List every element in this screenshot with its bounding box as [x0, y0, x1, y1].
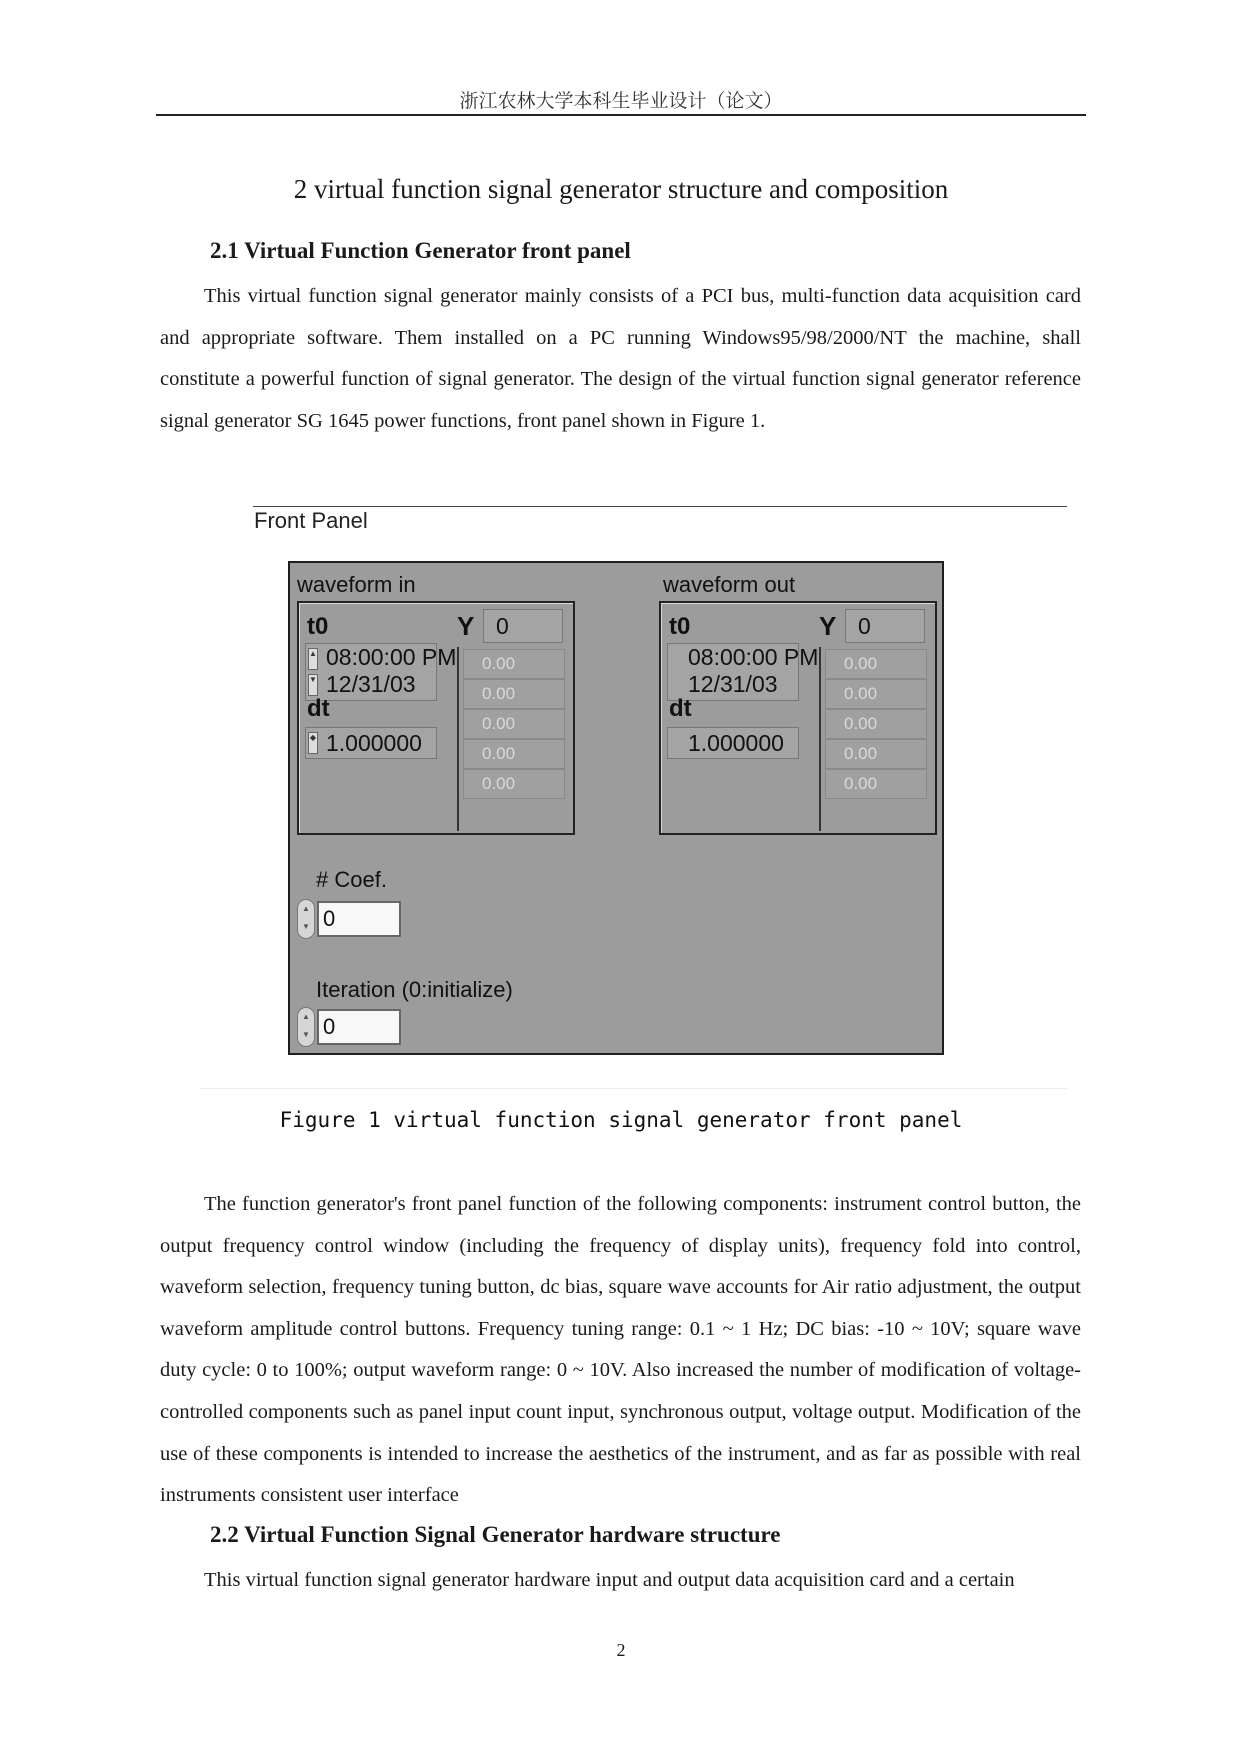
- array-cell: 0.00: [825, 679, 927, 709]
- dt-value: 1.000000: [326, 730, 422, 756]
- array-cell: 0.00: [825, 739, 927, 769]
- front-panel-title: Front Panel: [254, 508, 368, 533]
- waveform-in-label: waveform in: [297, 572, 416, 597]
- paragraph-2-2: This virtual function signal generator hardware input and output data acquisition card and a certain: [204, 1569, 1015, 1591]
- dt-field: [667, 727, 799, 759]
- spin-arrows-icon[interactable]: ▲: [308, 648, 318, 670]
- y-array: [457, 647, 565, 831]
- array-cell: 0.00: [825, 769, 927, 799]
- y-label: Y: [819, 611, 837, 641]
- front-panel: [288, 561, 944, 1055]
- y-index-value: 0: [496, 613, 509, 639]
- header-rule: [156, 114, 1086, 116]
- array-cell[interactable]: 0.00: [463, 739, 565, 769]
- y-index-value: 0: [858, 613, 871, 639]
- t0-field[interactable]: [305, 643, 457, 701]
- iteration-input[interactable]: 0: [317, 1009, 401, 1045]
- array-cell[interactable]: 0.00: [463, 679, 565, 709]
- waveform-in-control[interactable]: [297, 601, 575, 835]
- spin-arrows-icon[interactable]: ◆: [308, 732, 318, 754]
- figure-bottom-rule: [200, 1088, 1067, 1089]
- t0-date: 12/31/03: [326, 671, 416, 697]
- t0-date: 12/31/03: [688, 671, 778, 697]
- array-cell[interactable]: 0.00: [463, 769, 565, 799]
- t0-label: t0: [669, 613, 691, 640]
- page-header: 浙江农林大学本科生毕业设计（论文）: [459, 90, 783, 112]
- array-cell: 0.00: [825, 649, 927, 679]
- iteration-label: Iteration (0:initialize): [316, 977, 513, 1002]
- array-cell[interactable]: 0.00: [463, 709, 565, 739]
- array-cell[interactable]: 0.00: [463, 649, 565, 679]
- spin-arrows-icon[interactable]: ▲ ▼: [297, 899, 315, 939]
- spin-arrows-icon[interactable]: ▲ ▼: [297, 1007, 315, 1047]
- y-index-field[interactable]: [845, 609, 925, 643]
- y-label: Y: [457, 611, 475, 641]
- coef-input[interactable]: 0: [317, 901, 401, 937]
- section-heading-2-1: 2.1 Virtual Function Generator front panel: [210, 238, 631, 263]
- waveform-out-indicator: [659, 601, 937, 835]
- dt-value: 1.000000: [688, 730, 784, 756]
- dt-label: dt: [669, 695, 692, 722]
- section-heading-2-2: 2.2 Virtual Function Signal Generator hardware structure: [210, 1522, 781, 1547]
- paragraph-2-1: This virtual function signal generator mainly consists of a PCI bus, multi-function data acquisition card and appropriate software. Them installed on a PC running Windows95/98/2000/NT the machine, shall constitute a powerful function of signal generator. The design of the virtual function signal generator reference signal generator SG 1645 power functions, front panel shown in Figure 1.: [160, 285, 1081, 432]
- page-number: 2: [616, 1640, 626, 1660]
- t0-field: [667, 643, 819, 701]
- spin-arrows-icon[interactable]: ▼: [308, 674, 318, 696]
- figure-top-rule: [253, 506, 1067, 507]
- t0-time: 08:00:00 PM: [326, 644, 457, 670]
- t0-label: t0: [307, 613, 329, 640]
- figure-caption: Figure 1 virtual function signal generator front panel: [279, 1108, 963, 1132]
- t0-time: 08:00:00 PM: [688, 644, 819, 670]
- coef-label: # Coef.: [316, 867, 387, 892]
- chapter-title: 2 virtual function signal generator structure and composition: [293, 174, 949, 204]
- dt-label: dt: [307, 695, 330, 722]
- paragraph-2-1-continued: The function generator's front panel function of the following components: instrument control button, the output frequency control window (including the frequency of display units), frequency fold into control, waveform selection, frequency tuning button, dc bias, square wave accounts for Air ratio adjustment, the output waveform amplitude control buttons. Frequency tuning range: 0.1 ~ 1 Hz; DC bias: -10 ~ 10V; square wave duty cycle: 0 to 100%; output waveform range: 0 ~ 10V. Also increased the number of modification of voltage-controlled components such as panel input count input, synchronous output, voltage output. Modification of the use of these components is intended to increase the aesthetics of the instrument, and as far as possible with real instruments consistent user interface: [160, 1193, 1081, 1507]
- waveform-out-label: waveform out: [663, 572, 796, 597]
- array-cell: 0.00: [825, 709, 927, 739]
- y-index-field[interactable]: [483, 609, 563, 643]
- y-array: [819, 647, 927, 831]
- dt-field[interactable]: [305, 727, 437, 759]
